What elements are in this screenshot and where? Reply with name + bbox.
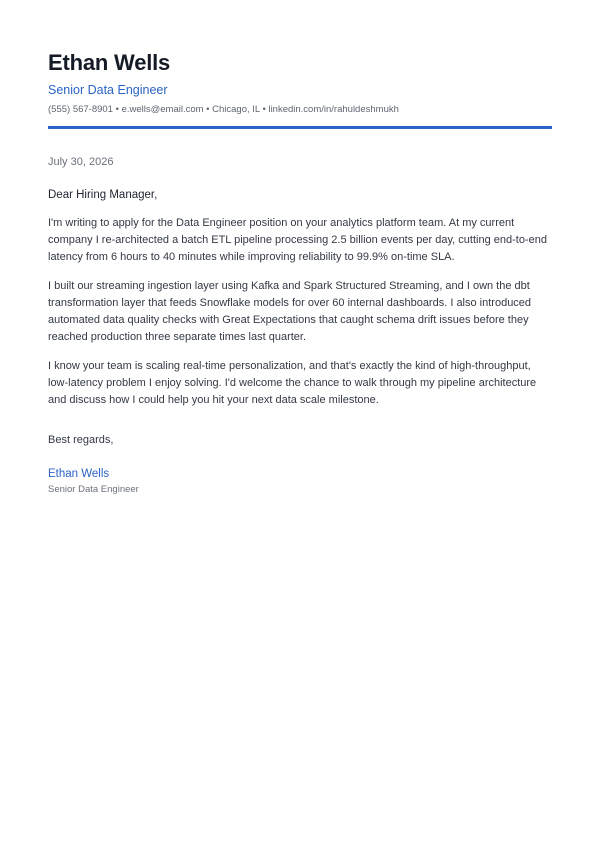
body-paragraph-2: I built our streaming ingestion layer using Kafka and Spark Structured Streaming, and I own the dbt transformation layer that feeds Snowflake models for over 60 internal dashboards. I also introduced automated data quality checks with Great Expectations that caught schema drift issues before they reached production three separate times last quarter.	[48, 280, 532, 343]
contact-line: (555) 567-8901 • e.wells@email.com • Chicago, IL • linkedin.com/in/rahuldeshmukh	[48, 104, 399, 115]
body-paragraph-3: I know your team is scaling real-time personalization, and that's exactly the kind of high-throughput, low-latency problem I enjoy solving. I'd welcome the chance to walk through my pipeline architecture and discuss how I could help you hit your next data scale milestone.	[48, 360, 537, 406]
applicant-title: Senior Data Engineer	[48, 83, 168, 97]
letter-date: July 30, 2026	[48, 156, 114, 168]
signature-name: Ethan Wells	[48, 468, 110, 480]
header-divider	[48, 126, 552, 129]
applicant-name: Ethan Wells	[48, 50, 171, 75]
closing: Best regards,	[48, 434, 114, 446]
body-paragraph-1: I'm writing to apply for the Data Engineer position on your analytics platform team. At my current company I re-architected a batch ETL pipeline processing 2.5 billion events per day, cutting end-to-end latency from 6 hours to 40 minutes while improving reliability to 99.9% on-time SLA.	[48, 217, 547, 263]
salutation: Dear Hiring Manager,	[48, 189, 158, 201]
signature-title: Senior Data Engineer	[48, 484, 139, 495]
